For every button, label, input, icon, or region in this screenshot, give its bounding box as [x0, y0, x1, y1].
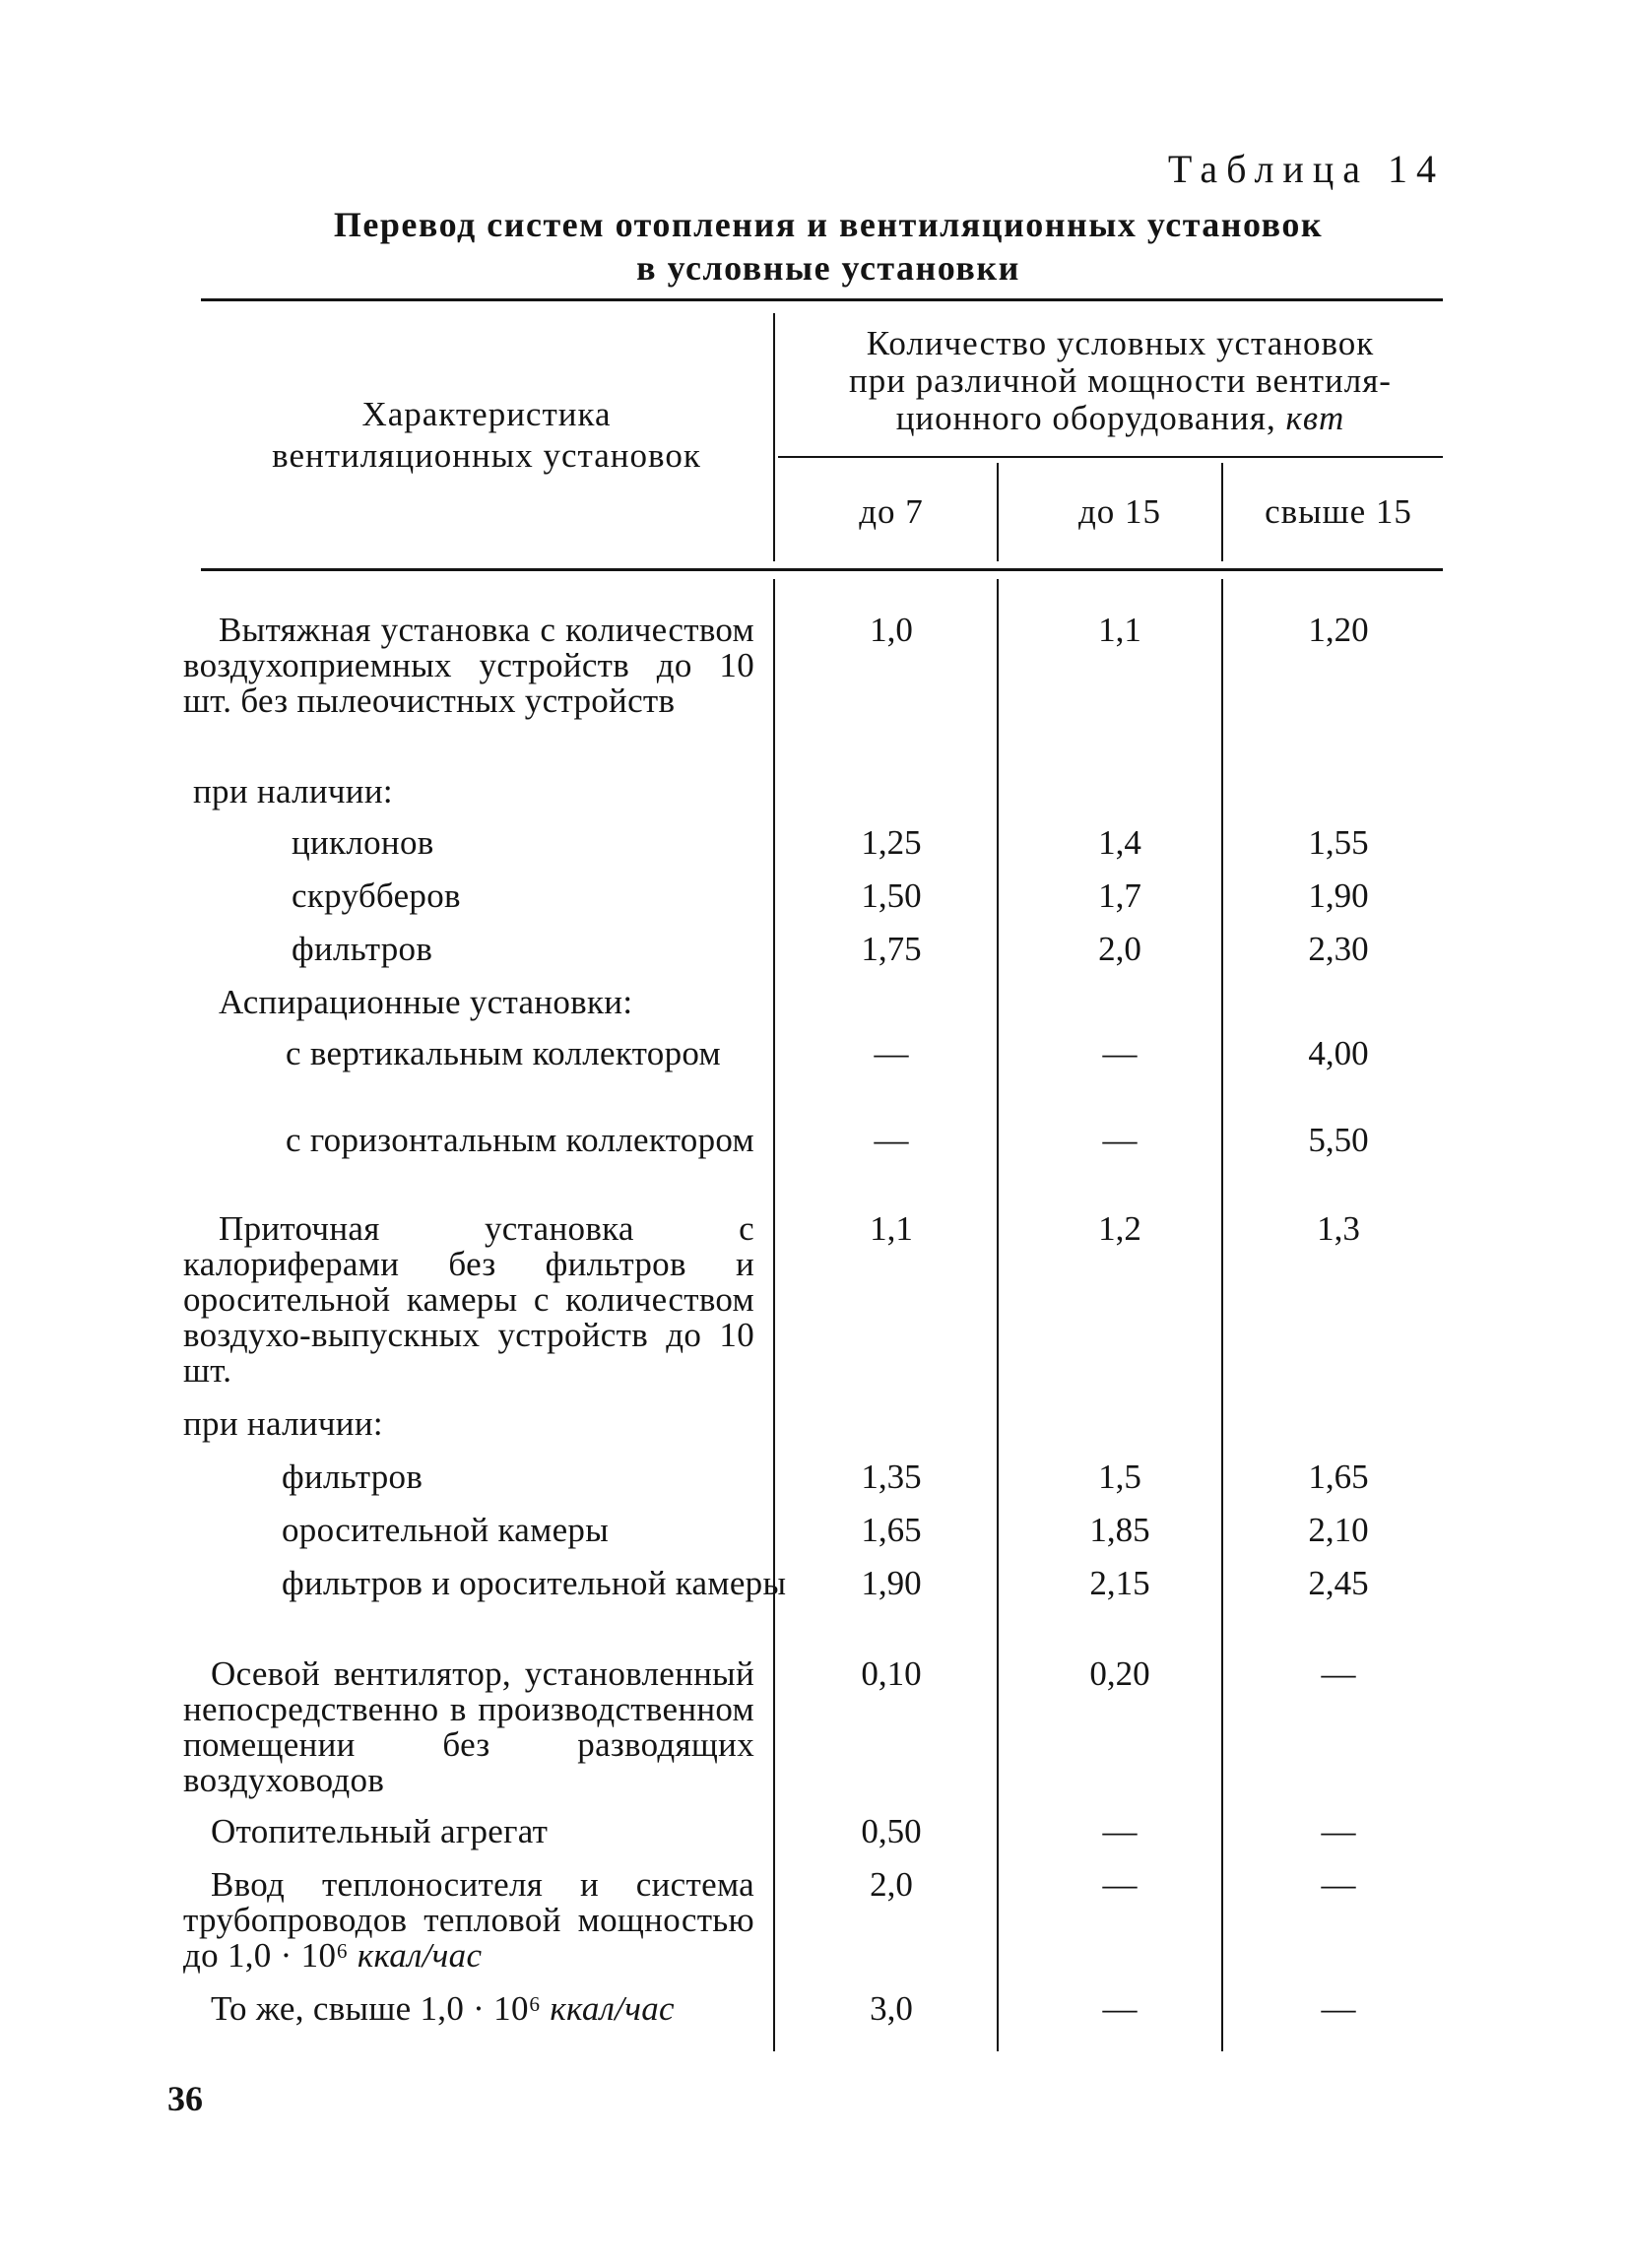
- row-description: [211, 1991, 754, 2027]
- header-top-line-1: Количество условных установок: [866, 324, 1375, 362]
- subheader-rule: [778, 456, 1443, 458]
- row-value-col-3: 2,10: [1308, 1511, 1369, 1549]
- header-divider-main: [773, 313, 775, 561]
- row-description: Аспирационные установки:: [219, 983, 633, 1021]
- row-value-col-1: 3,0: [870, 1989, 913, 2028]
- row-description-text: То же, свыше 1,0 · 10⁶: [211, 1989, 542, 2028]
- row-value-col-3: 2,45: [1308, 1564, 1369, 1602]
- row-value-col-1: 1,35: [861, 1458, 922, 1496]
- row-value-col-3: —: [1321, 1989, 1356, 2028]
- row-unit: ккал/час: [357, 1936, 483, 1975]
- row-value-col-2: 1,5: [1098, 1458, 1141, 1496]
- row-value-col-3: 1,20: [1308, 611, 1369, 649]
- row-value-col-2: 1,7: [1098, 876, 1141, 915]
- row-description: циклонов: [292, 823, 434, 862]
- row-value-col-2: —: [1102, 1034, 1138, 1072]
- row-value-col-2: —: [1102, 1865, 1138, 1904]
- row-description: фильтров и оросительной камеры: [282, 1564, 787, 1602]
- row-value-col-1: 0,50: [861, 1812, 922, 1850]
- row-description: при наличии:: [183, 1404, 383, 1443]
- row-value-col-2: 1,1: [1098, 611, 1141, 649]
- row-value-col-1: 1,90: [861, 1564, 922, 1602]
- row-value-col-3: 1,3: [1317, 1209, 1360, 1248]
- row-unit: ккал/час: [550, 1989, 675, 2028]
- row-value-col-2: 2,15: [1089, 1564, 1150, 1602]
- page-number: 36: [167, 2079, 203, 2118]
- row-value-col-2: —: [1102, 1121, 1138, 1159]
- row-value-col-1: 1,25: [861, 823, 922, 862]
- row-value-col-3: 2,30: [1308, 930, 1369, 968]
- row-description: с вертикальным коллектором: [286, 1034, 721, 1072]
- row-value-col-2: 1,4: [1098, 823, 1141, 862]
- row-description: оросительной камеры: [282, 1511, 610, 1549]
- row-value-col-3: —: [1321, 1812, 1356, 1850]
- header-characteristic: [201, 394, 772, 477]
- row-value-col-1: 1,75: [861, 930, 922, 968]
- header-top-line-3-text: ционного оборудования,: [895, 399, 1276, 437]
- header-top-line-3: [803, 400, 1438, 437]
- row-value-col-1: 1,1: [870, 1209, 913, 1248]
- row-value-col-2: —: [1102, 1989, 1138, 2028]
- row-value-col-1: 1,0: [870, 611, 913, 649]
- table-caption: [203, 203, 1454, 290]
- header-left-line-2: вентиляционных установок: [272, 436, 701, 475]
- row-description: скрубберов: [292, 876, 461, 915]
- row-description: Приточная установка с калориферами без фильтров и оросительной камеры с количеством воздухо-выпускных устройств до 10 шт.: [183, 1209, 754, 1390]
- subheader-col-1: до 7: [859, 492, 924, 531]
- row-value-col-2: 1,85: [1089, 1511, 1150, 1549]
- table-number: Таблица 14: [1167, 147, 1445, 191]
- header-unit: квт: [1285, 399, 1345, 437]
- row-description: Вытяжная установка с количеством воздухоприемных устройств до 10 шт. без пылеочистных устройств: [183, 611, 754, 720]
- row-description: Отопительный агрегат: [211, 1812, 549, 1850]
- row-description: Осевой вентилятор, установленный непосредственно в производственном помещении без разводящих воздуховодов: [183, 1654, 754, 1799]
- header-left-line-1: Характеристика: [361, 395, 612, 433]
- row-value-col-3: —: [1321, 1654, 1356, 1693]
- row-value-col-1: 1,65: [861, 1511, 922, 1549]
- row-value-col-3: 1,90: [1308, 876, 1369, 915]
- header-bottom-rule: [201, 568, 1443, 571]
- row-description: при наличии:: [193, 772, 393, 810]
- row-value-col-1: —: [874, 1034, 909, 1072]
- caption-line-1: Перевод систем отопления и вентиляционных установок: [333, 205, 1324, 244]
- row-value-col-2: 2,0: [1098, 930, 1141, 968]
- row-value-col-1: —: [874, 1121, 909, 1159]
- header-quantity: [803, 325, 1438, 437]
- row-description: с горизонтальным коллектором: [286, 1121, 754, 1159]
- row-description: [183, 1867, 754, 1974]
- row-description-text: Ввод теплоносителя и система трубопроводов тепловой мощностью до 1,0 · 10⁶: [183, 1865, 754, 1975]
- header-top-line-2: при различной мощности вентиля-: [849, 361, 1392, 400]
- subheader-col-2: до 15: [1077, 492, 1162, 531]
- row-value-col-1: 2,0: [870, 1865, 913, 1904]
- row-description: фильтров: [282, 1458, 423, 1496]
- row-value-col-3: 4,00: [1308, 1034, 1369, 1072]
- row-value-col-1: 1,50: [861, 876, 922, 915]
- subheader-col-3: свыше 15: [1265, 492, 1412, 531]
- row-value-col-3: 1,65: [1308, 1458, 1369, 1496]
- row-value-col-3: 5,50: [1308, 1121, 1369, 1159]
- row-value-col-2: —: [1102, 1812, 1138, 1850]
- row-value-col-2: 1,2: [1098, 1209, 1141, 1248]
- row-value-col-2: 0,20: [1089, 1654, 1150, 1693]
- body-divider-main: [773, 579, 775, 2051]
- top-rule: [201, 298, 1443, 301]
- caption-line-2: в условные установки: [636, 248, 1020, 288]
- row-description: фильтров: [292, 930, 433, 968]
- row-value-col-3: 1,55: [1308, 823, 1369, 862]
- row-value-col-3: —: [1321, 1865, 1356, 1904]
- row-value-col-1: 0,10: [861, 1654, 922, 1693]
